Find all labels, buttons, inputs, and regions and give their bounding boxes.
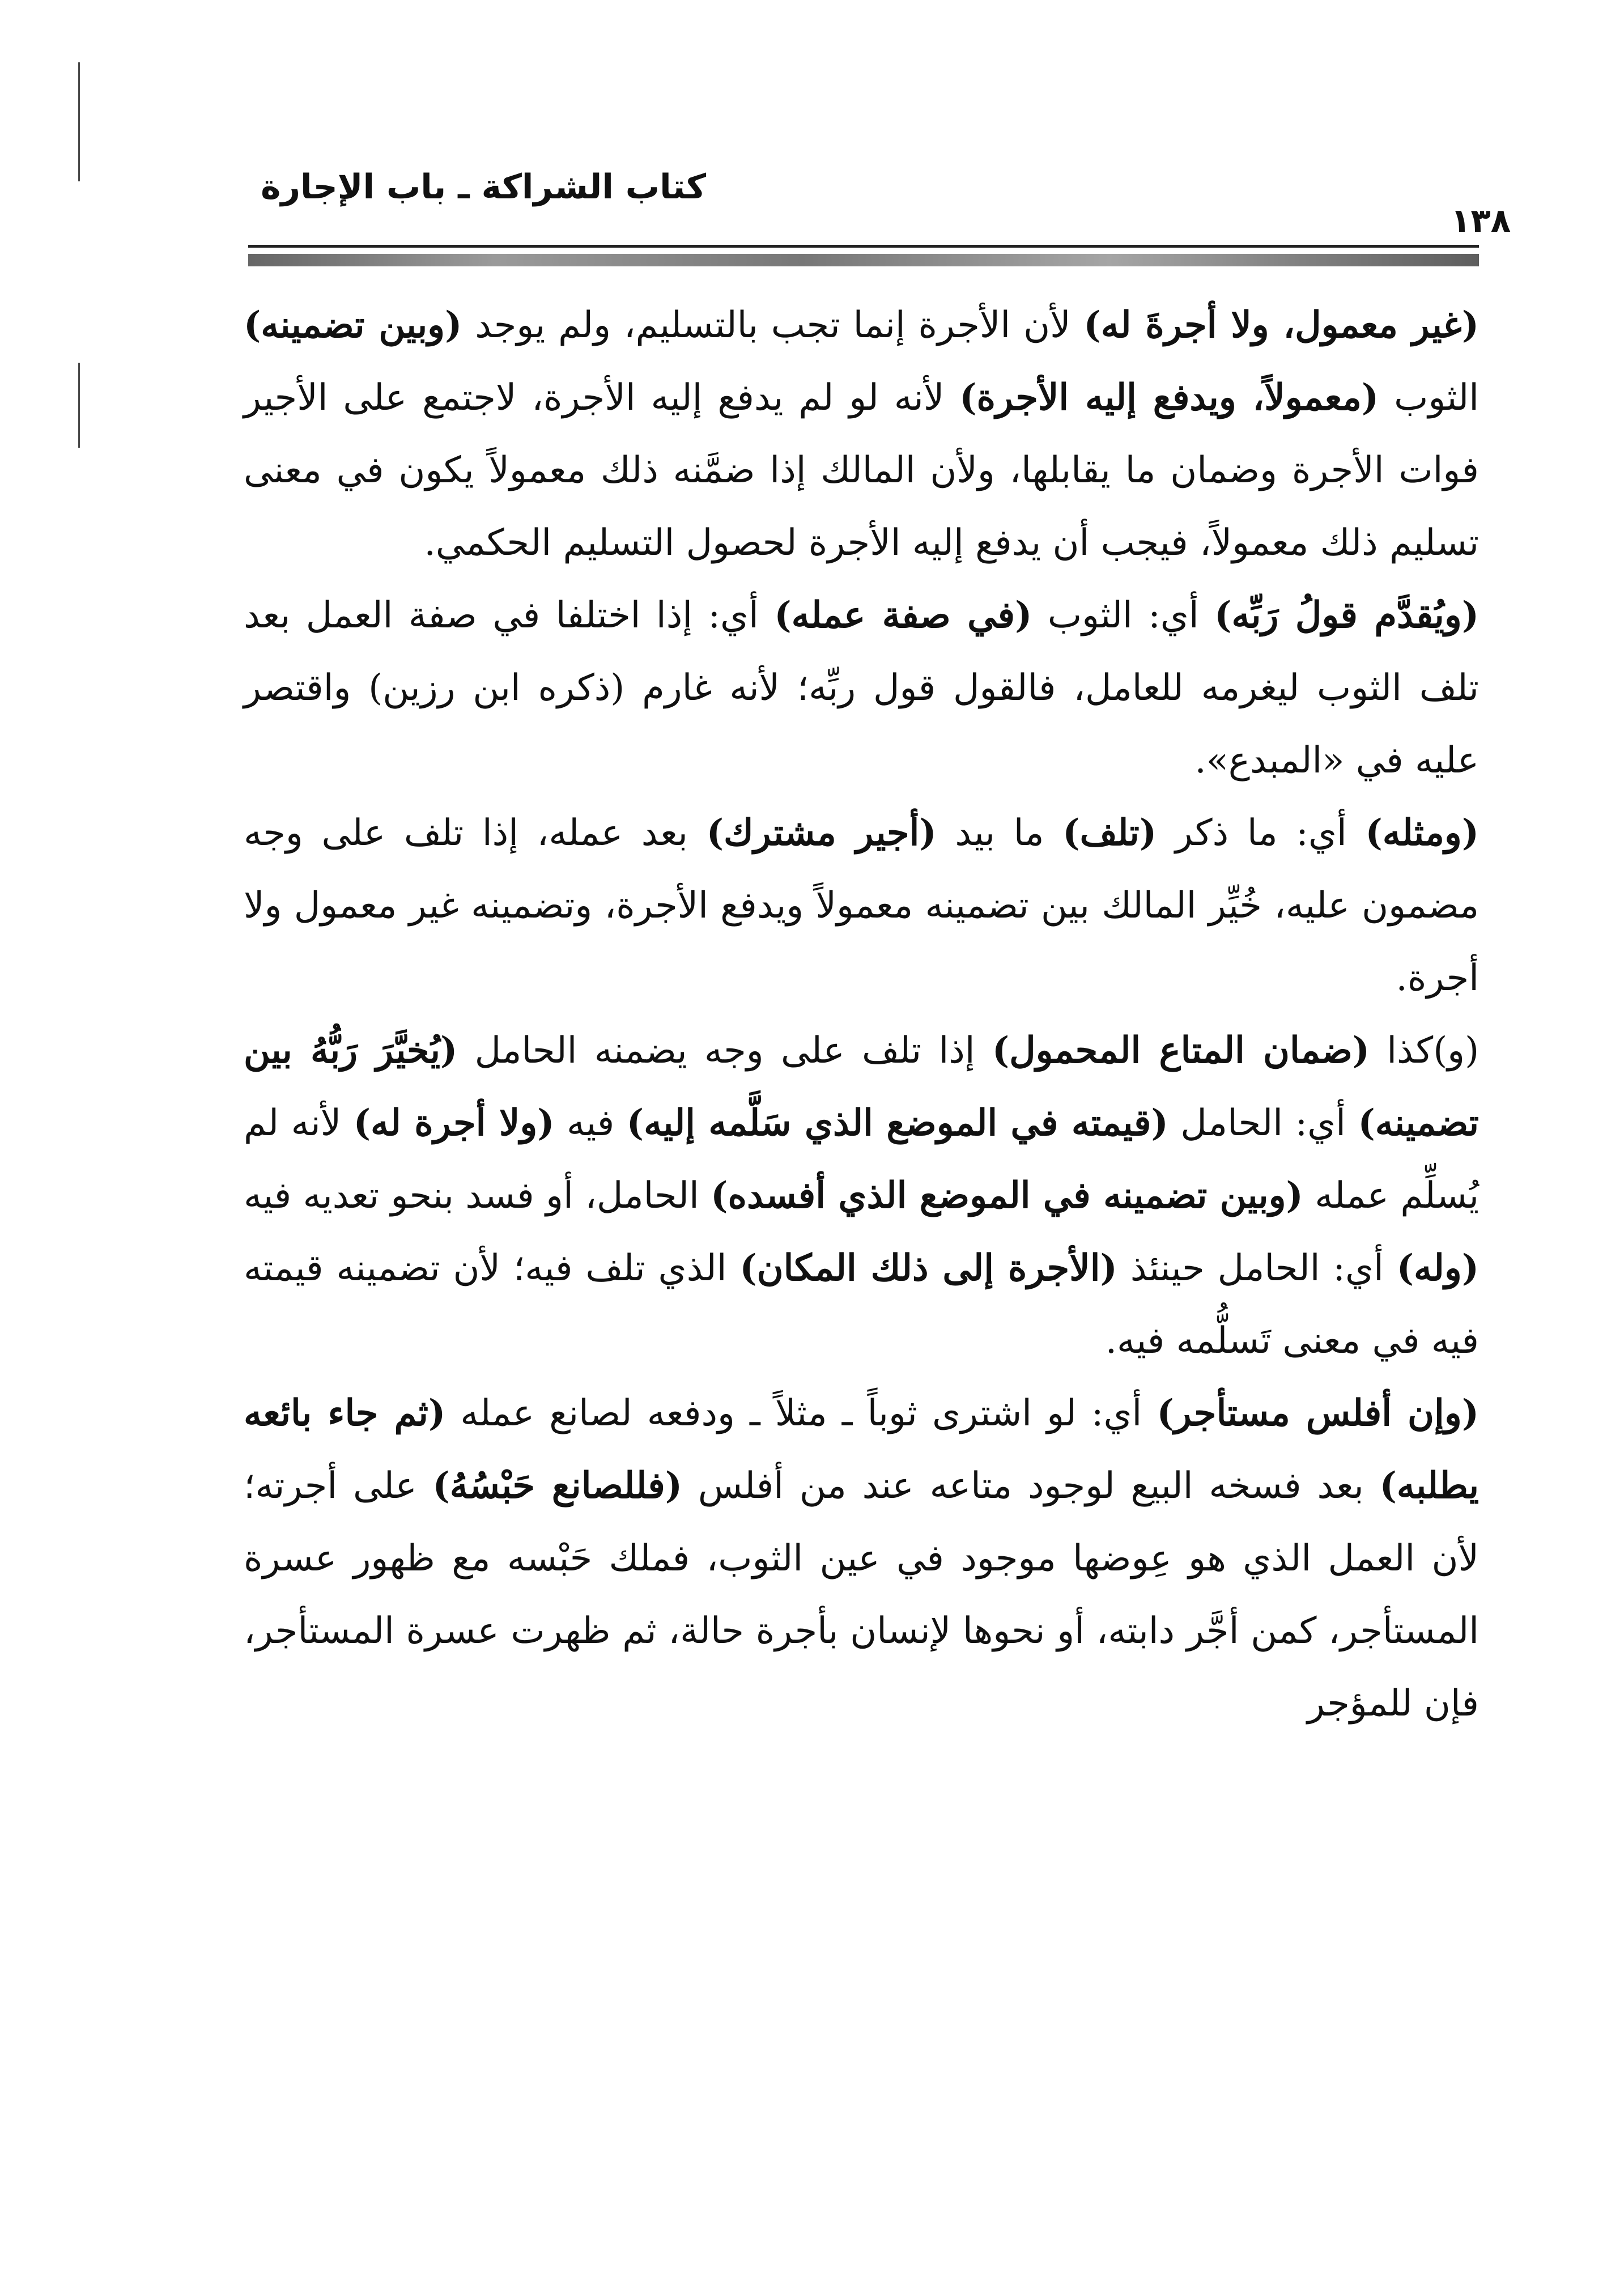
sharh-text: أي: لو اشترى ثوباً ـ مثلاً ـ ودفعه لصانع عمله [445,1392,1157,1434]
sharh-text: لأنه لم يُسلِّم عمله [244,1102,1480,1217]
running-header-title: كتاب الشراكة ـ باب الإجارة [261,167,706,207]
matn-text: (يُخيَّرَ رَبُّهُ بين تضمينه) [244,1029,1480,1144]
sharh-text: أي: الحامل [1168,1102,1358,1144]
scan-margin-mark-top [78,62,80,181]
matn-text: (ومثله) [1365,812,1480,854]
matn-text: (في صفة عمله) [774,594,1032,636]
sharh-text: أي: الحامل حينئذ [1117,1247,1397,1289]
sharh-text: الثوب [1379,377,1480,419]
matn-text: (ويُقدَّم قولُ رَبِّه) [1214,594,1480,636]
paragraph [244,1377,1479,1740]
sharh-text: لأنه لو لم يدفع إليه الأجرة، لاجتمع على الأجير فوات الأجرة وضمان ما يقابلها، ولأن المالك إذا ضمَّنه ذلك معمولاً يكون في معنى تسليم ذلك معمولاً، فيجب أن يدفع إليه الأجرة لحصول التسليم الحكمي. [244,377,1479,564]
matn-text: (قيمته في الموضع الذي سَلَّمه إليه) [626,1102,1168,1144]
sharh-text: أي: إذا اختلفا في صفة العمل بعد تلف الثوب ليغرمه للعامل، فالقول قول ربِّه؛ لأنه غارم (ذكره ابن رزين) واقتصر عليه في «المبدع». [244,595,1479,782]
sharh-text: لأن الأجرة إنما تجب بالتسليم، ولم يوجد [462,304,1084,346]
sharh-text: بعد عمله، إذا تلف على وجه مضمون عليه، خُيِّر المالك بين تضمينه معمولاً ويدفع الأجرة، وتضمينه غير معمول ولا أجرة. [244,812,1479,999]
matn-text: (ثم جاء بائعه يطلبه) [244,1392,1480,1507]
matn-text: (وله) [1396,1247,1480,1289]
header-rule-thin [248,245,1479,248]
sharh-text: أي: الثوب [1032,595,1215,636]
matn-text: (أجير مشترك) [706,812,937,854]
matn-text: (وإن أفلس مستأجر) [1157,1392,1480,1434]
sharh-text: أي: ما ذكر [1157,812,1366,854]
matn-text: (معمولاً، ويدفع إليه الأجرة) [959,376,1379,419]
matn-text: (ضمان المتاع المحمول) [992,1029,1370,1072]
sharh-text: إذا تلف على وجه يضمنه الحامل [457,1030,992,1072]
header-rule-bar [248,254,1479,266]
sharh-text: فيه [554,1102,627,1144]
sharh-text: الذي تلف فيه؛ لأن تضمينه قيمته فيه في معنى تَسلُّمه فيه. [244,1247,1479,1362]
sharh-text: الحامل، أو فسد بنحو تعديه فيه [244,1175,711,1217]
matn-text: (وبين تضمينه) [244,304,462,346]
paragraph [244,797,1479,1014]
page-number: ١٣٨ [1451,201,1511,240]
matn-text: (الأجرة إلى ذلك المكان) [739,1247,1117,1289]
matn-text: (تلف) [1062,812,1157,854]
sharh-text: على أجرته؛ لأن العمل الذي هو عِوضها موجود في عين الثوب، فملك حَبْسه مع ظهور عسرة المستأجر، كمن أجَّر دابته، أو نحوها لإنسان بأجرة حالة، ثم ظهرت عسرة المستأجر، فإن للمؤجر [244,1465,1479,1725]
paragraph [244,1014,1479,1377]
sharh-text: ما بيد [936,812,1063,854]
sharh-text: (و)كذا [1370,1030,1480,1072]
paragraph [244,289,1479,579]
matn-text: (فللصانع حَبْسُهُ) [432,1464,682,1507]
matn-text: (ولا أجرة له) [353,1102,555,1144]
scan-margin-mark-bottom [78,363,80,448]
sharh-text: بعد فسخه البيع لوجود متاعه عند من أفلس [682,1465,1380,1507]
paragraph [244,579,1479,797]
body-text [244,289,1479,1740]
matn-text: (وبين تضمينه في الموضع الذي أفسده) [711,1174,1303,1217]
matn-text: (غير معمول، ولا أجرةَ له) [1083,304,1480,346]
